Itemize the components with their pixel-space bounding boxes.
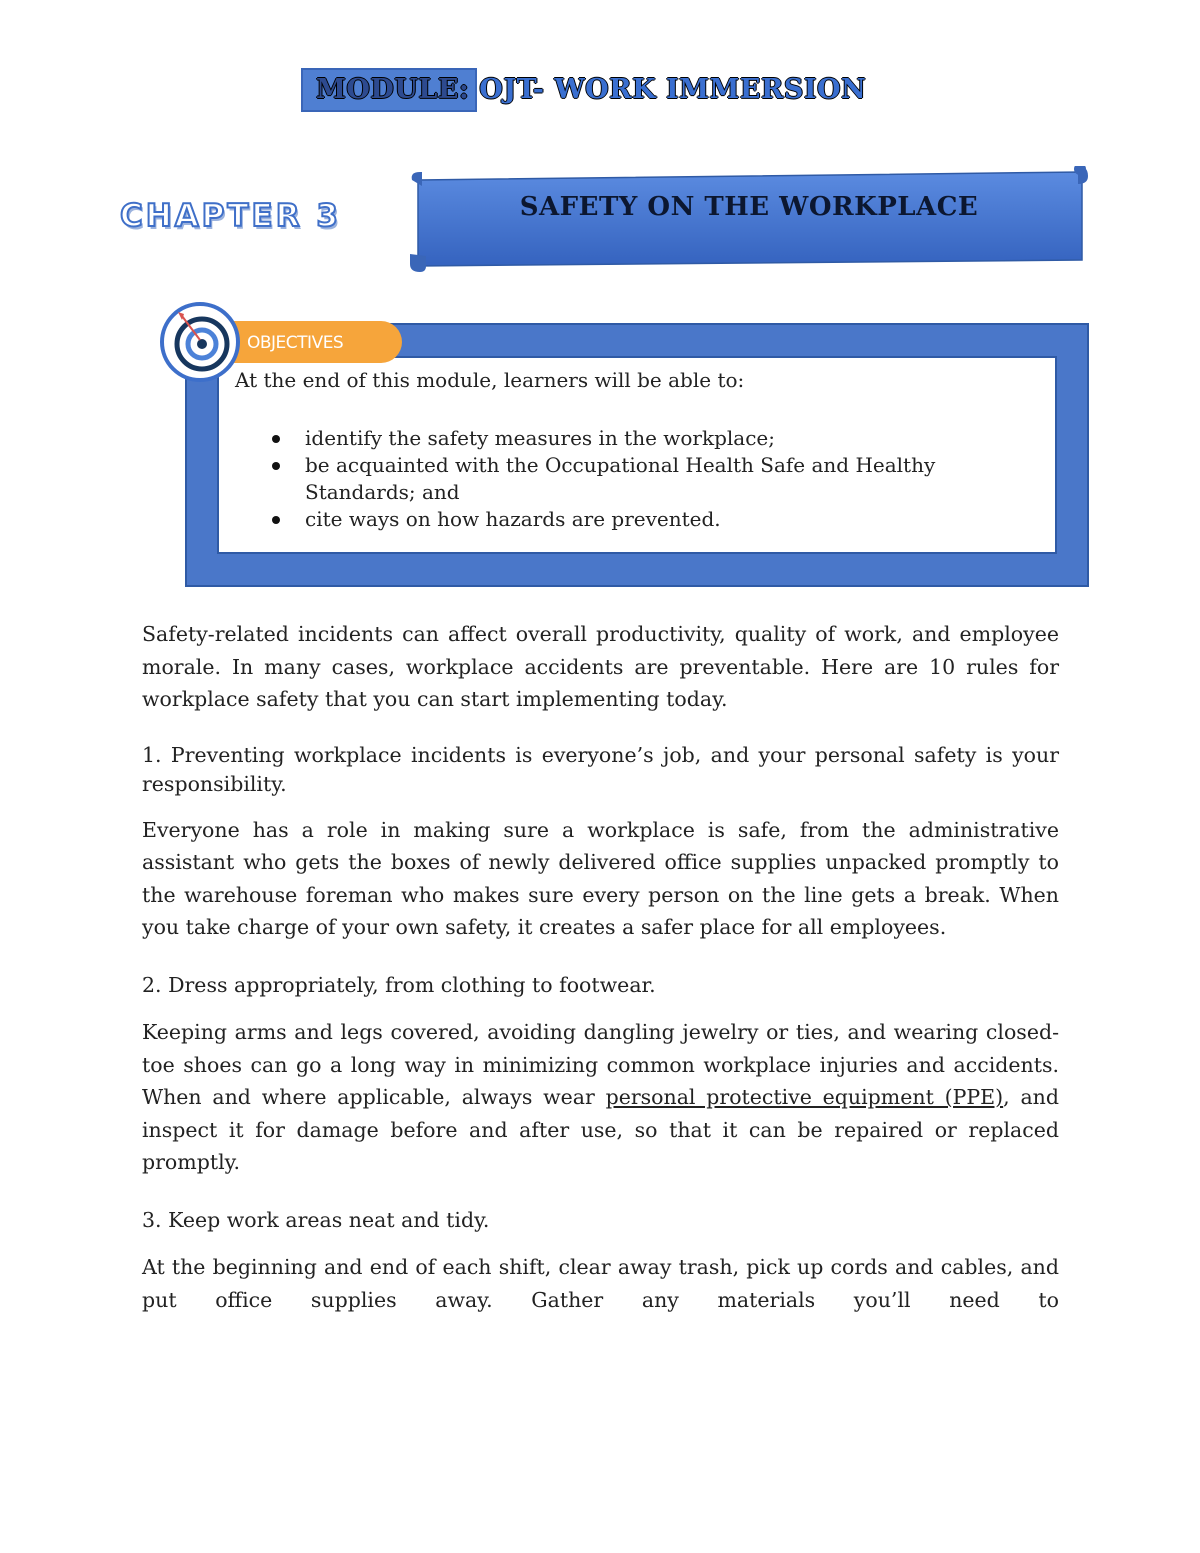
rule-3-heading: 3. Keep work areas neat and tidy. — [142, 1207, 490, 1232]
objective-item: be acquainted with the Occupational Health Safe and Healthy Standards; and — [270, 452, 1030, 506]
rule-1-heading: 1. Preventing workplace incidents is everyone’s job, and your personal safety is your responsibility. — [142, 742, 1059, 796]
rule-1-paragraph: Everyone has a role in making sure a workplace is safe, from the administrative assistant who gets the boxes of newly delivered office supplies unpacked promptly to the warehouse foreman who makes sure every person on the line gets a break. When you take charge of your own safety, it creates a safer place for all employees. — [142, 817, 1059, 939]
module-label: MODULE: — [316, 74, 470, 105]
objective-item: cite ways on how hazards are prevented. — [270, 506, 1030, 533]
objectives-list — [270, 425, 1030, 533]
rule-2-text-b: , and inspect it for damage before and after use, so that it can be repaired or replaced promptly. — [142, 1085, 1059, 1174]
module-name: OJT- WORK IMMERSION — [469, 74, 867, 105]
target-icon — [160, 302, 240, 382]
objectives-intro: At the end of this module, learners will be able to: — [235, 368, 745, 392]
intro-paragraph: Safety-related incidents can affect overall productivity, quality of work, and employee morale. In many cases, workplace accidents are preventable. Here are 10 rules for workplace safety that you can start implementing today. — [142, 622, 1059, 711]
rule-2-heading: 2. Dress appropriately, from clothing to footwear. — [142, 972, 656, 997]
chapter-title: SAFETY ON THE WORKPLACE — [519, 192, 979, 222]
rule-2-paragraph — [142, 1016, 1059, 1179]
objectives-label: OBJECTIVES — [247, 333, 344, 353]
module-title — [316, 74, 866, 105]
rule-2-text-a: Keeping arms and legs covered, avoiding dangling jewelry or ties, and wearing closed-toe shoes can go a long way in minimizing common workplace injuries and accidents. When and where applicable, always wear — [142, 1020, 1059, 1109]
rule-3-paragraph: At the beginning and end of each shift, clear away trash, pick up cords and cables, and put office supplies away. Gather any materials you’ll need to — [142, 1255, 1059, 1312]
ppe-link[interactable]: personal protective equipment (PPE) — [605, 1085, 1004, 1109]
objective-item: identify the safety measures in the workplace; — [270, 425, 1030, 452]
body-content — [142, 618, 1059, 1316]
chapter-label: CHAPTER 3 — [120, 198, 341, 234]
